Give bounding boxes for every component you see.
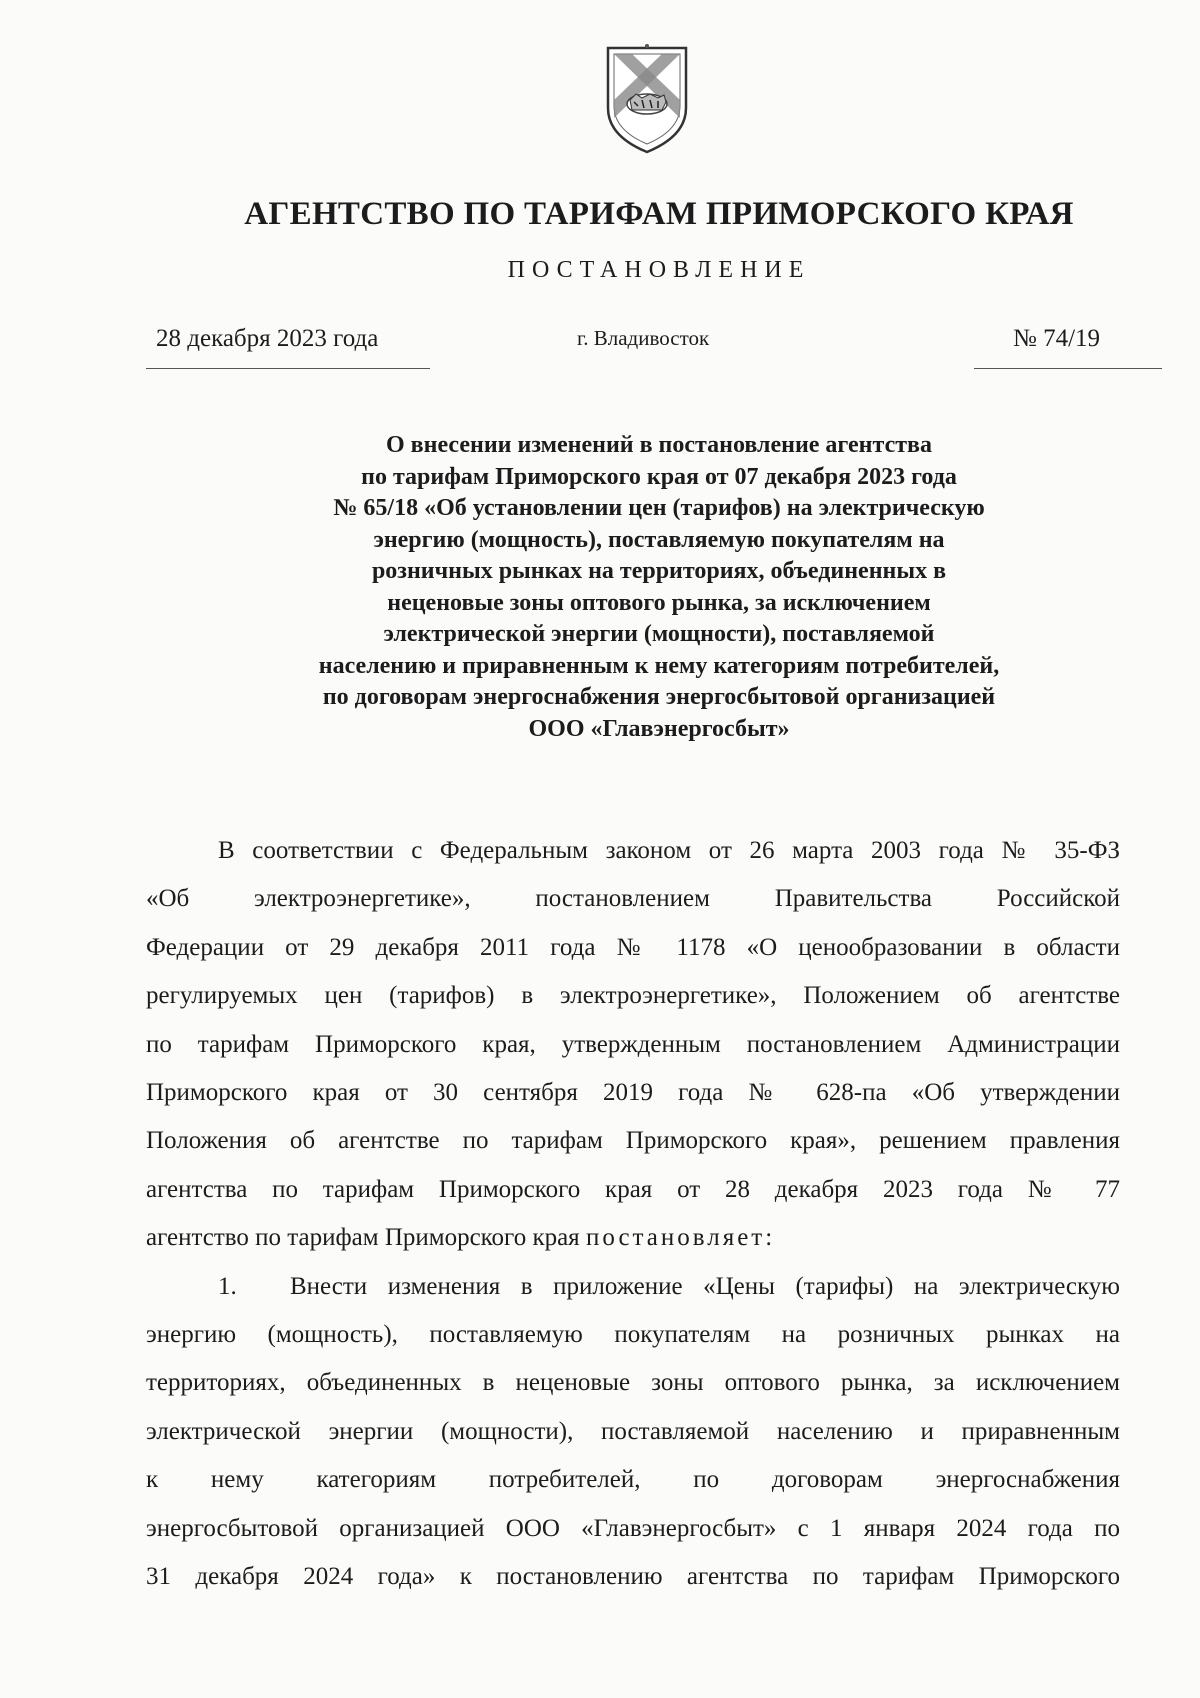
subject-line: населению и приравненным к нему категориям потребителей, — [318, 652, 1000, 679]
document-city: г. Владивосток — [577, 326, 710, 350]
subject-line: неценовые зоны оптового рынка, за исключением — [387, 589, 931, 616]
item-1-line: территориях, объединенных в неценовые зоны оптового рынка, за исключением — [146, 1369, 1120, 1397]
subject-line: по тарифам Приморского края от 07 декабря 2023 года — [361, 463, 957, 490]
subject-line: № 65/18 «Об установлении цен (тарифов) на электрическую — [333, 495, 985, 521]
preamble-final-line — [146, 1214, 1120, 1262]
coat-of-arms-icon — [602, 38, 692, 158]
subject-line: электрической энергии (мощности), поставляемой — [383, 621, 935, 647]
item-1-line: к нему категориям потребителей, по договорам энергоснабжения — [146, 1466, 1120, 1494]
subject-line: О внесении изменений в постановление агентства — [386, 432, 932, 458]
subject-line: энергию (мощность), поставляемую покупателям на — [373, 526, 945, 553]
agency-title: АГЕНТСТВО ПО ТАРИФАМ ПРИМОРСКОГО КРАЯ — [244, 196, 1074, 232]
document-body — [146, 827, 1120, 1602]
preamble-line: Федерации от 29 декабря 2011 года № 1178 «О ценообразовании в области — [146, 933, 1120, 961]
subject-line: розничных рынках на территориях, объединенных в — [371, 558, 947, 584]
item-1-first-line — [146, 1263, 1120, 1311]
preamble-line: по тарифам Приморского края, утвержденным постановлением Администрации — [146, 1030, 1120, 1058]
preamble-line: регулируемых цен (тарифов) в электроэнергетике», Положением об агентстве — [146, 982, 1120, 1010]
preamble-line: Положения об агентстве по тарифам Приморского края», решением правления — [146, 1127, 1120, 1155]
item-1-line: 31 декабря 2024 года» к постановлению агентства по тарифам Приморского — [146, 1563, 1120, 1591]
item-1-first-text: Внести изменения в приложение «Цены (тарифы) на электрическую — [290, 1272, 1120, 1300]
item-1-line: энергосбытовой организацией ООО «Главэнергосбыт» с 1 января 2024 года по — [146, 1514, 1120, 1542]
document-number: № 74/19 — [1013, 325, 1101, 352]
document-subject — [200, 430, 1118, 745]
preamble-line: В соответствии с Федеральным законом от 26 марта 2003 года № 35-ФЗ — [218, 837, 1120, 864]
preamble-line: «Об электроэнергетике», постановлением Правительства Российской — [146, 885, 1120, 913]
number-underline — [974, 368, 1162, 369]
preamble-final-prefix: агентство по тарифам Приморского края — [146, 1224, 586, 1252]
document-date: 28 декабря 2023 года — [156, 325, 379, 352]
preamble-line: Приморского края от 30 сентября 2019 года № 628-па «Об утверждении — [146, 1079, 1120, 1107]
subject-line: по договорам энергоснабжения энергосбытовой организацией — [322, 684, 996, 710]
item-1-line: электрической энергии (мощности), поставляемой населению и приравненным — [146, 1417, 1120, 1445]
resolves-word: постановляет: — [585, 1224, 776, 1252]
date-underline — [146, 368, 430, 369]
preamble-line: агентства по тарифам Приморского края от 28 декабря 2023 года № 77 — [146, 1175, 1120, 1203]
subject-line: ООО «Главэнергосбыт» — [528, 715, 790, 742]
document-type: ПОСТАНОВЛЕНИЕ — [507, 257, 811, 283]
item-1-number: 1. — [218, 1272, 237, 1300]
item-1-line: энергию (мощность), поставляемую покупателям на розничных рынках на — [146, 1321, 1120, 1349]
